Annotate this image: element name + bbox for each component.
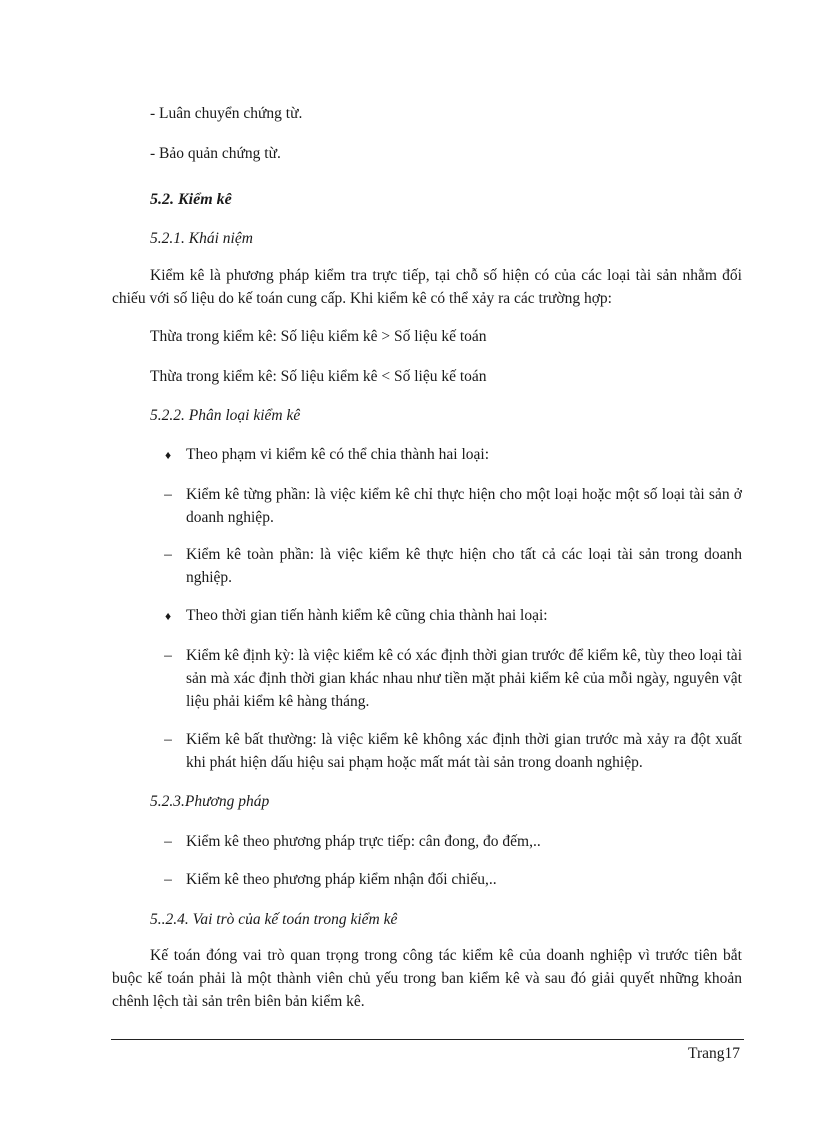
list-item-bao-quan: - Bảo quản chứng từ.	[150, 145, 281, 162]
subsection-heading-5-2-1: 5.2.1. Khái niệm	[150, 230, 253, 247]
subsection-heading-5-2-3: 5.2.3.Phương pháp	[150, 793, 270, 810]
section-heading-5-2: 5.2. Kiểm kê	[150, 191, 232, 208]
paragraph-thua-1: Thừa trong kiểm kê: Số liệu kiểm kê > Số liệu kế toán	[150, 328, 487, 345]
dash-bullet-icon: –	[164, 546, 172, 563]
bullet-item-pham-vi: Theo phạm vi kiểm kê có thể chia thành hai loại:	[186, 446, 490, 463]
paragraph-thua-2: Thừa trong kiểm kê: Số liệu kiểm kê < Số liệu kế toán	[150, 368, 487, 385]
dash-item-dinh-ky: Kiểm kê định kỳ: là việc kiểm kê có xác định thời gian trước để kiểm kê, tùy theo loại tài sản mà xác định thời gian khác nhau như tiền mặt phải kiểm kê của mỗi ngày, nguyên vật liệu phải kiểm kê hàng tháng.	[186, 647, 742, 710]
dash-item-truc-tiep: Kiểm kê theo phương pháp trực tiếp: cân đong, đo đếm,..	[186, 833, 541, 850]
dash-bullet-icon: –	[164, 486, 172, 503]
diamond-bullet-icon: ♦	[164, 609, 172, 623]
dash-bullet-icon: –	[164, 647, 172, 664]
list-item-luan-chuyen: - Luân chuyển chứng từ.	[150, 105, 303, 122]
bullet-item-thoi-gian: Theo thời gian tiến hành kiểm kê cũng chia thành hai loại:	[186, 607, 548, 624]
dash-item-doi-chieu: Kiểm kê theo phương pháp kiểm nhận đối chiếu,..	[186, 871, 497, 888]
subsection-heading-5-2-2: 5.2.2. Phân loại kiểm kê	[150, 407, 301, 424]
subsection-heading-5-2-4: 5..2.4. Vai trò của kế toán trong kiểm kê	[150, 911, 398, 928]
footer-divider	[111, 1039, 744, 1040]
dash-bullet-icon: –	[164, 871, 172, 888]
paragraph-vai-tro: Kế toán đóng vai trò quan trọng trong công tác kiểm kê của doanh nghiệp vì trước tiên bắt buộc kế toán phải là một thành viên chủ yếu trong ban kiểm kê và sau đó giải quyết những khoản chênh lệch tài sản trên biên bản kiểm kê.	[112, 947, 742, 1010]
page-number: Trang17	[688, 1045, 740, 1062]
dash-bullet-icon: –	[164, 833, 172, 850]
dash-bullet-icon: –	[164, 731, 172, 748]
diamond-bullet-icon: ♦	[164, 448, 172, 462]
dash-item-tung-phan: Kiểm kê từng phần: là việc kiểm kê chỉ thực hiện cho một loại hoặc một số loại tài sản ở doanh nghiệp.	[186, 486, 742, 526]
dash-item-bat-thuong: Kiểm kê bất thường: là việc kiểm kê không xác định thời gian trước mà xảy ra đột xuất khi phát hiện dấu hiệu sai phạm hoặc mất mát tài sản trong doanh nghiệp.	[186, 731, 742, 771]
paragraph-khai-niem: Kiểm kê là phương pháp kiểm tra trực tiếp, tại chỗ số hiện có của các loại tài sản nhằm đối chiếu với số liệu do kế toán cung cấp. Khi kiểm kê có thể xảy ra các trường hợp:	[112, 267, 742, 307]
dash-item-toan-phan: Kiểm kê toàn phần: là việc kiểm kê thực hiện cho tất cả các loại tài sản trong doanh nghiệp.	[186, 546, 742, 586]
